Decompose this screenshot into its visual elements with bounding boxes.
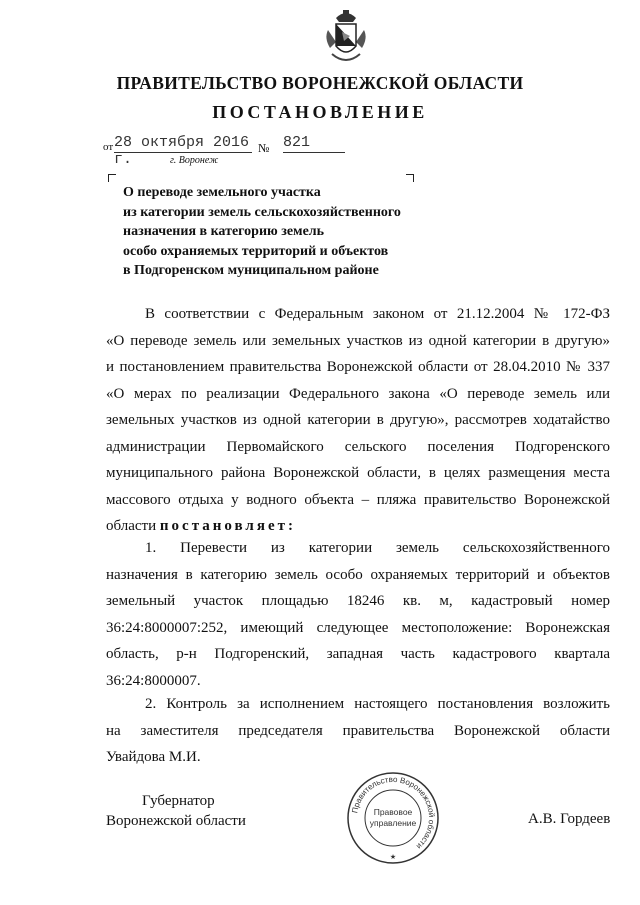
seal-ring-text: Правительство Воронежской области xyxy=(350,774,437,851)
text-line: назначения в категорию земель особо охраняемых территорий и объектов xyxy=(106,566,610,583)
seal-center-line: Правовое xyxy=(373,807,413,817)
role-line: Губернатор xyxy=(142,793,215,809)
title-line: особо охраняемых территорий и объектов xyxy=(123,243,389,259)
text-line: земельных участков из одной категории в другую», рассмотрев ходатайство xyxy=(106,412,610,428)
seal-center-line: управление xyxy=(369,818,417,828)
text-fragment: области xyxy=(106,518,160,534)
document-number: 821 xyxy=(283,134,345,153)
text-line: муниципального района Воронежской области, в целях размещения места xyxy=(106,465,610,481)
signatory-name: А.В. Гордеев xyxy=(528,811,611,827)
text-line: на заместителя председателя правительства Воронежской области xyxy=(106,722,610,739)
title-line: в Подгоренском муниципальном районе xyxy=(123,263,379,278)
title-bracket-right xyxy=(406,174,414,182)
text-line: 1. Перевести из категории земель сельскохозяйственного xyxy=(145,540,610,556)
title-line: назначения в категорию земель xyxy=(123,224,325,239)
official-seal-stamp xyxy=(345,770,441,866)
text-line: администрации Первомайского сельского поселения Подгоренского xyxy=(106,438,610,455)
text-line: 36:24:8000007:252, имеющий следующее местоположение: Воронежская xyxy=(106,619,610,636)
seal-star-icon: ★ xyxy=(389,854,397,861)
text-line: В соответствии с Федеральным законом от 21.12.2004 № 172-ФЗ xyxy=(145,306,610,322)
clause-1-paragraph xyxy=(106,535,610,694)
preamble-paragraph xyxy=(106,301,610,540)
text-line: массового отдыха у водного объекта – пляжа правительство Воронежской xyxy=(106,491,610,508)
text-line: 2. Контроль за исполнением настоящего постановления возложить xyxy=(145,696,610,712)
decree-keyword: постановляет: xyxy=(159,518,296,534)
number-label: № xyxy=(258,141,270,155)
text-line: Увайдова М.И. xyxy=(106,749,201,765)
government-title: ПРАВИТЕЛЬСТВО ВОРОНЕЖСКОЙ ОБЛАСТИ xyxy=(116,73,524,93)
title-line: из категории земель сельскохозяйственного xyxy=(123,204,401,220)
text-line: земельный участок площадью 18246 кв. м, кадастровый номер xyxy=(106,593,610,609)
document-type-heading: ПОСТАНОВЛЕНИЕ xyxy=(212,102,428,122)
signatory-role xyxy=(106,791,246,831)
city-label: г. Воронеж xyxy=(170,155,219,166)
clause-2-paragraph xyxy=(106,691,610,771)
title-line: О переводе земельного участка xyxy=(123,185,321,200)
text-line: область, р-н Подгоренский, западная часть кадастрового квартала xyxy=(106,646,610,662)
document-date: 28 октября 2016 г. xyxy=(114,134,252,153)
text-line: «О переводе земель или земельных участков из одной категории в другую» xyxy=(106,332,610,349)
from-label: от xyxy=(103,141,114,153)
coat-of-arms-emblem xyxy=(322,8,370,68)
text-line: и постановлением правительства Воронежской области от 28.04.2010 № 337 xyxy=(106,359,610,375)
title-bracket-left xyxy=(108,174,116,182)
text-line: 36:24:8000007. xyxy=(106,672,201,689)
text-line: «О мерах по реализации Федерального закона «О переводе земель или xyxy=(106,385,610,402)
role-line: Воронежской области xyxy=(106,813,246,829)
document-title xyxy=(123,183,401,281)
